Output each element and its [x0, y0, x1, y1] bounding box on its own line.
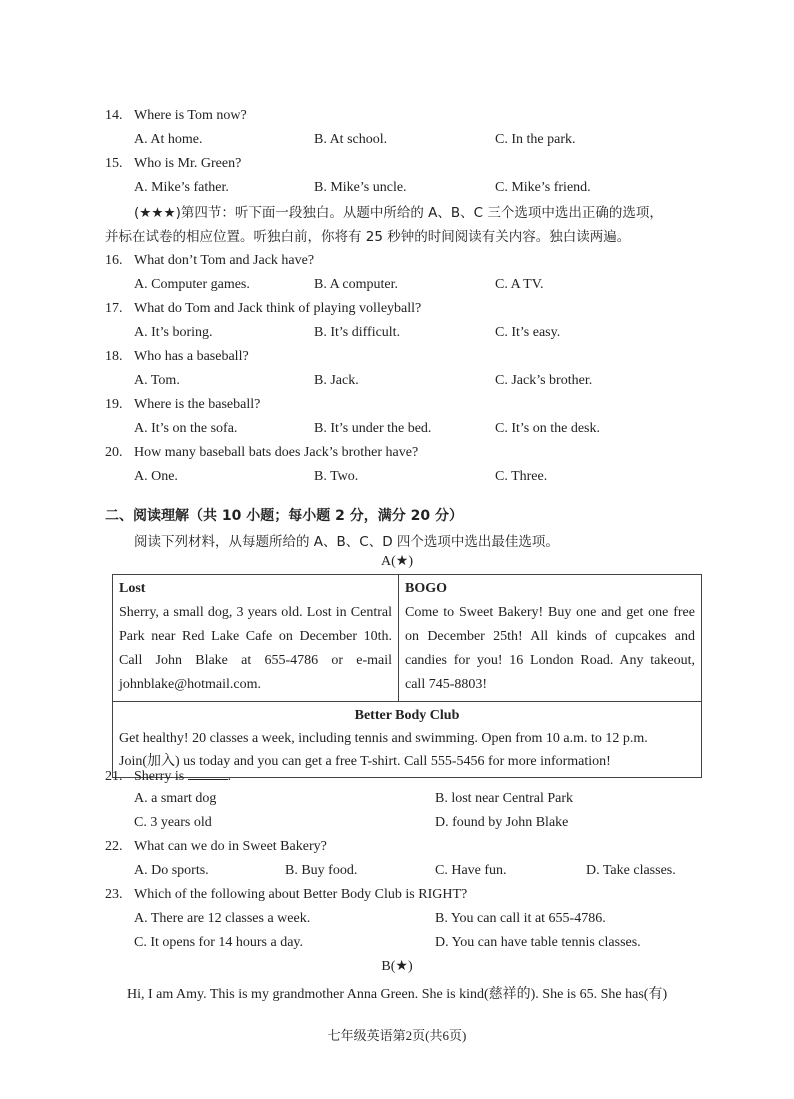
question-23	[105, 887, 467, 903]
question-15	[105, 156, 241, 172]
option-b: B. Two.	[314, 469, 359, 484]
option-a: A. One.	[134, 469, 178, 484]
question-number: 21.	[105, 769, 123, 784]
question-text: Where is Tom now?	[134, 108, 247, 123]
question-number: 14.	[105, 108, 123, 123]
page-footer: 七年级英语第2页(共6页)	[327, 1028, 467, 1043]
option-c: C. It’s on the desk.	[495, 421, 600, 436]
option-d: D. You can have table tennis classes.	[435, 935, 641, 950]
option-c: C. It opens for 14 hours a day.	[134, 935, 304, 950]
option-d: D. Take classes.	[586, 863, 676, 878]
option-a: A. Mike’s father.	[134, 180, 229, 195]
option-d: D. found by John Blake	[435, 815, 569, 830]
question-text: Who has a baseball?	[134, 349, 249, 364]
instruction-line-1: (★★★)第四节：听下面一段独白。从题中所给的 A、B、C 三个选项中选出正确的选项，	[134, 205, 663, 221]
question-19	[105, 397, 260, 413]
passage-b-text: Hi, I am Amy. This is my grandmother Anna Green. She is kind(慈祥的). She is 65. She has(有)	[127, 987, 668, 1002]
option-c: C. Mike’s friend.	[495, 180, 591, 195]
option-a: A. a smart dog	[134, 791, 217, 806]
option-c: C. In the park.	[495, 132, 576, 147]
question-14	[105, 108, 247, 124]
option-a: A. It’s boring.	[134, 325, 213, 340]
question-number: 16.	[105, 253, 123, 268]
question-number: 22.	[105, 839, 123, 854]
option-b: B. A computer.	[314, 277, 398, 292]
ads-table	[112, 574, 702, 778]
option-a: A. It’s on the sofa.	[134, 421, 238, 436]
part4-instructions	[105, 201, 715, 249]
lost-ad	[113, 575, 399, 702]
section-heading: 二、阅读理解（共 10 小题；每小题 2 分，满分 20 分）	[105, 508, 463, 524]
question-number: 18.	[105, 349, 123, 364]
option-a: A. Do sports.	[134, 863, 209, 878]
question-22	[105, 839, 327, 855]
option-c: C. Have fun.	[435, 863, 507, 878]
ad-title: Better Body Club	[354, 708, 460, 723]
ad-body: Sherry, a small dog, 3 years old. Lost in Central Park near Red Lake Cafe on December 10th. Call John Blake at 655-4786 or e-mail johnblake@hotmail.com.	[119, 605, 392, 692]
option-b: B. It’s difficult.	[314, 325, 401, 340]
option-a: A. There are 12 classes a week.	[134, 911, 311, 926]
option-c: C. A TV.	[495, 277, 544, 292]
passage-a-label: A(★)	[381, 554, 413, 569]
option-b: B. lost near Central Park	[435, 791, 574, 806]
option-a: A. At home.	[134, 132, 203, 147]
ad-title: Lost	[119, 581, 146, 596]
option-b: B. You can call it at 655-4786.	[435, 911, 606, 926]
ad-line-1: Get healthy! 20 classes a week, including tennis and swimming. Open from 10 a.m. to 12 p.m.	[119, 731, 648, 746]
bogo-ad	[399, 575, 702, 702]
option-a: A. Tom.	[134, 373, 180, 388]
question-text: How many baseball bats does Jack’s brother have?	[134, 445, 419, 460]
option-c: C. It’s easy.	[495, 325, 561, 340]
question-text: Sherry is	[134, 769, 185, 784]
question-text: What can we do in Sweet Bakery?	[134, 839, 327, 854]
option-c: C. 3 years old	[134, 815, 212, 830]
ad-title: BOGO	[405, 581, 448, 596]
question-21: 21. Sherry is .	[105, 769, 232, 784]
option-a: A. Computer games.	[134, 277, 250, 292]
ad-body: Come to Sweet Bakery! Buy one and get one free on December 25th! All kinds of cupcakes and candies for you! 16 London Road. Any takeout, call 745-8803!	[405, 605, 695, 692]
option-b: B. It’s under the bed.	[314, 421, 432, 436]
question-16	[105, 253, 314, 269]
question-number: 20.	[105, 445, 123, 460]
option-b: B. At school.	[314, 132, 388, 147]
question-20	[105, 445, 418, 461]
question-18	[105, 349, 249, 365]
question-text: Who is Mr. Green?	[134, 156, 242, 171]
question-number: 17.	[105, 301, 123, 316]
option-b: B. Mike’s uncle.	[314, 180, 407, 195]
question-text: Where is the baseball?	[134, 397, 261, 412]
answer-blank	[188, 767, 228, 780]
question-number: 19.	[105, 397, 123, 412]
question-number: 23.	[105, 887, 123, 902]
ad-line-2: Join(加入) us today and you can get a free T-shirt. Call 555-5456 for more information!	[119, 754, 611, 769]
question-text: What do Tom and Jack think of playing volleyball?	[134, 301, 422, 316]
instruction-line-2: 并标在试卷的相应位置。听独白前，你将有 25 秒钟的时间阅读有关内容。独白读两遍。	[105, 229, 631, 245]
question-number: 15.	[105, 156, 123, 171]
option-c: C. Three.	[495, 469, 548, 484]
question-17	[105, 301, 421, 317]
option-b: B. Jack.	[314, 373, 359, 388]
option-b: B. Buy food.	[285, 863, 358, 878]
question-text: What don’t Tom and Jack have?	[134, 253, 315, 268]
passage-b-label: B(★)	[381, 959, 413, 974]
section-instructions: 阅读下列材料，从每题所给的 A、B、C、D 四个选项中选出最佳选项。	[134, 534, 559, 550]
option-c: C. Jack’s brother.	[495, 373, 593, 388]
question-text: Which of the following about Better Body Club is RIGHT?	[134, 887, 468, 902]
